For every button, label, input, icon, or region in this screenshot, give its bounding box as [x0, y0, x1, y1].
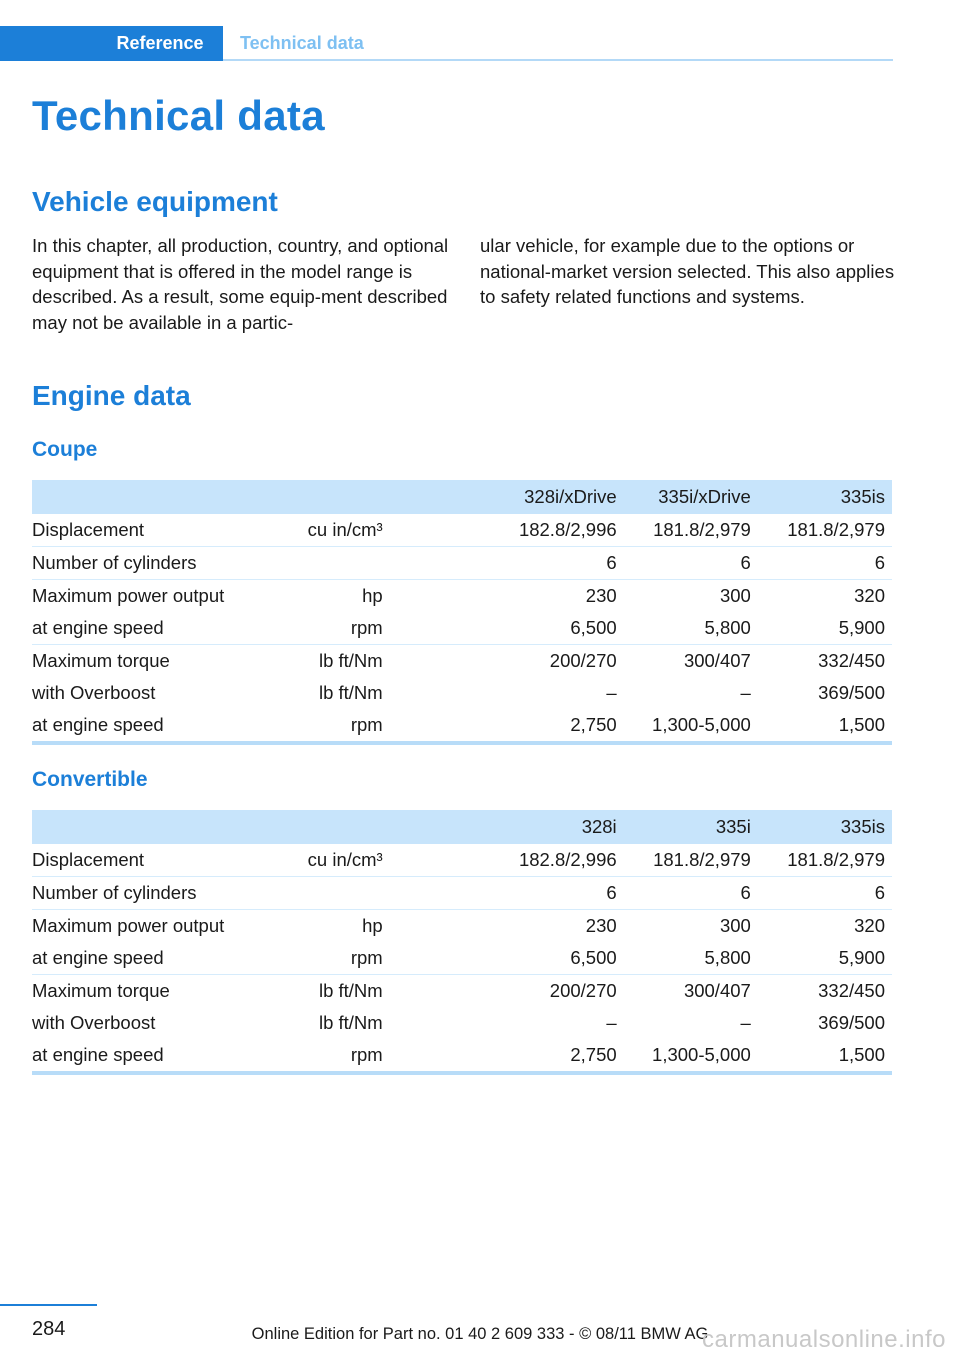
cell-value: 300 — [719, 585, 751, 606]
cell-value: 181.8/2,979 — [624, 844, 758, 877]
table-row — [32, 1039, 892, 1073]
cell-value: 200/270 — [549, 650, 617, 671]
cell-value: 181.8/2,979 — [624, 514, 758, 547]
row-unit: lb ft/Nm — [318, 682, 383, 703]
row-unit: rpm — [282, 1039, 390, 1073]
row-unit — [282, 877, 390, 910]
cell-value: 320 — [854, 585, 885, 606]
cell-value: 6 — [758, 877, 892, 910]
cell-value: 1,300-5,000 — [624, 709, 758, 743]
table-row — [32, 844, 892, 877]
row-spacer — [390, 514, 490, 547]
column-header: 328i/xDrive — [490, 480, 624, 514]
coupe-heading: Coupe — [32, 438, 98, 461]
header-divider — [223, 59, 893, 61]
table-row — [32, 975, 892, 1008]
row-spacer — [390, 910, 490, 943]
cell-value: 200/270 — [549, 980, 617, 1001]
vehicle-equipment-paragraph-right: ular vehicle, for example due to the options or national-market version selected. This also applies to safety related functions and systems. — [480, 235, 895, 307]
row-unit: lb ft/Nm — [318, 1012, 383, 1033]
cell-value: 332/450 — [818, 650, 885, 671]
convertible-heading: Convertible — [32, 768, 148, 791]
cell-value: 182.8/2,996 — [490, 844, 624, 877]
row-spacer — [390, 1039, 490, 1073]
row-label: Maximum torque — [32, 650, 170, 671]
cell-value: 300 — [719, 915, 751, 936]
cell-value: 230 — [585, 915, 617, 936]
cell-value: 5,900 — [758, 942, 892, 975]
table-row — [32, 677, 892, 709]
row-label: at engine speed — [32, 709, 282, 743]
row-spacer — [390, 645, 490, 678]
cell-value: 6 — [490, 877, 624, 910]
row-label: with Overboost — [32, 682, 156, 703]
row-label: with Overboost — [32, 1012, 156, 1033]
column-header: 335i — [624, 810, 758, 844]
table-row — [32, 910, 892, 943]
header-spacer — [390, 480, 490, 514]
table-row — [32, 612, 892, 645]
header-spacer — [390, 810, 490, 844]
cell-value: 320 — [854, 915, 885, 936]
cell-value: 1,300-5,000 — [624, 1039, 758, 1073]
column-header: 335is — [758, 810, 892, 844]
row-label: at engine speed — [32, 1039, 282, 1073]
row-spacer — [390, 612, 490, 645]
cell-value: 5,800 — [624, 942, 758, 975]
cell-value: 6,500 — [490, 942, 624, 975]
section-tab-reference[interactable]: Reference — [97, 26, 223, 61]
header-spacer — [32, 810, 282, 844]
row-label: at engine speed — [32, 612, 282, 645]
cell-value: – — [740, 1012, 751, 1033]
edition-notice: Online Edition for Part no. 01 40 2 609 333 - © 08/11 BMW AG — [251, 1325, 709, 1343]
cell-value: 1,500 — [758, 709, 892, 743]
table-row — [32, 709, 892, 743]
row-unit: lb ft/Nm — [318, 980, 383, 1001]
cell-value: 181.8/2,979 — [758, 844, 892, 877]
table-row — [32, 942, 892, 975]
row-spacer — [390, 677, 490, 709]
table-header-row — [32, 480, 892, 514]
table-header-row — [32, 810, 892, 844]
header-spacer — [282, 480, 390, 514]
page-number: 284 — [32, 1318, 66, 1340]
cell-value: 6 — [624, 547, 758, 580]
row-unit: rpm — [282, 942, 390, 975]
row-unit: lb ft/Nm — [318, 650, 383, 671]
table-row — [32, 645, 892, 678]
header-spacer — [32, 480, 282, 514]
cell-value: – — [606, 1012, 617, 1033]
cell-value: 5,800 — [624, 612, 758, 645]
column-header: 335is — [758, 480, 892, 514]
cell-value: 6 — [758, 547, 892, 580]
footer-divider — [0, 1304, 97, 1306]
watermark: carmanualsonline.info — [702, 1326, 946, 1353]
header-spacer — [282, 810, 390, 844]
row-label: Number of cylinders — [32, 877, 282, 910]
table-row — [32, 877, 892, 910]
table-row — [32, 547, 892, 580]
row-spacer — [390, 844, 490, 877]
column-header: 328i — [490, 810, 624, 844]
cell-value: 6,500 — [490, 612, 624, 645]
cell-value: 300/407 — [683, 650, 751, 671]
vehicle-equipment-heading: Vehicle equipment — [32, 186, 278, 217]
convertible-spec-table — [32, 810, 892, 1075]
coupe-spec-table — [32, 480, 892, 745]
row-unit: hp — [362, 915, 383, 936]
cell-value: 2,750 — [490, 1039, 624, 1073]
cell-value: 5,900 — [758, 612, 892, 645]
cell-value: 182.8/2,996 — [490, 514, 624, 547]
row-spacer — [390, 942, 490, 975]
row-spacer — [390, 580, 490, 613]
row-spacer — [390, 1007, 490, 1039]
page-title: Technical data — [32, 92, 325, 139]
cell-value: 6 — [490, 547, 624, 580]
cell-value: 332/450 — [818, 980, 885, 1001]
cell-value: 369/500 — [818, 1012, 885, 1033]
row-spacer — [390, 877, 490, 910]
vehicle-equipment-paragraph-left: In this chapter, all production, country, and optional equipment that is offered in the model range is described. As a result, some equip-ment described may not be available in a partic- — [32, 235, 449, 333]
row-spacer — [390, 709, 490, 743]
column-header: 335i/xDrive — [624, 480, 758, 514]
row-unit: cu in/cm³ — [282, 844, 390, 877]
cell-value: – — [606, 682, 617, 703]
cell-value: 181.8/2,979 — [758, 514, 892, 547]
cell-value: 1,500 — [758, 1039, 892, 1073]
row-label: Maximum power output — [32, 585, 225, 606]
row-label: Displacement — [32, 514, 282, 547]
row-label: Maximum power output — [32, 915, 225, 936]
row-label: at engine speed — [32, 942, 282, 975]
row-unit: hp — [362, 585, 383, 606]
cell-value: 300/407 — [683, 980, 751, 1001]
row-unit — [282, 547, 390, 580]
row-spacer — [390, 547, 490, 580]
breadcrumb[interactable]: Technical data — [240, 33, 364, 53]
table-row — [32, 1007, 892, 1039]
cell-value: 2,750 — [490, 709, 624, 743]
cell-value: – — [740, 682, 751, 703]
row-unit: rpm — [282, 612, 390, 645]
cell-value: 230 — [585, 585, 617, 606]
row-label: Maximum torque — [32, 980, 170, 1001]
row-spacer — [390, 975, 490, 1008]
engine-data-heading: Engine data — [32, 380, 191, 411]
row-unit: rpm — [282, 709, 390, 743]
row-label: Displacement — [32, 844, 282, 877]
row-label: Number of cylinders — [32, 547, 282, 580]
row-unit: cu in/cm³ — [282, 514, 390, 547]
table-row — [32, 514, 892, 547]
header-accent-bar — [0, 26, 97, 61]
table-row — [32, 580, 892, 613]
cell-value: 369/500 — [818, 682, 885, 703]
cell-value: 6 — [624, 877, 758, 910]
